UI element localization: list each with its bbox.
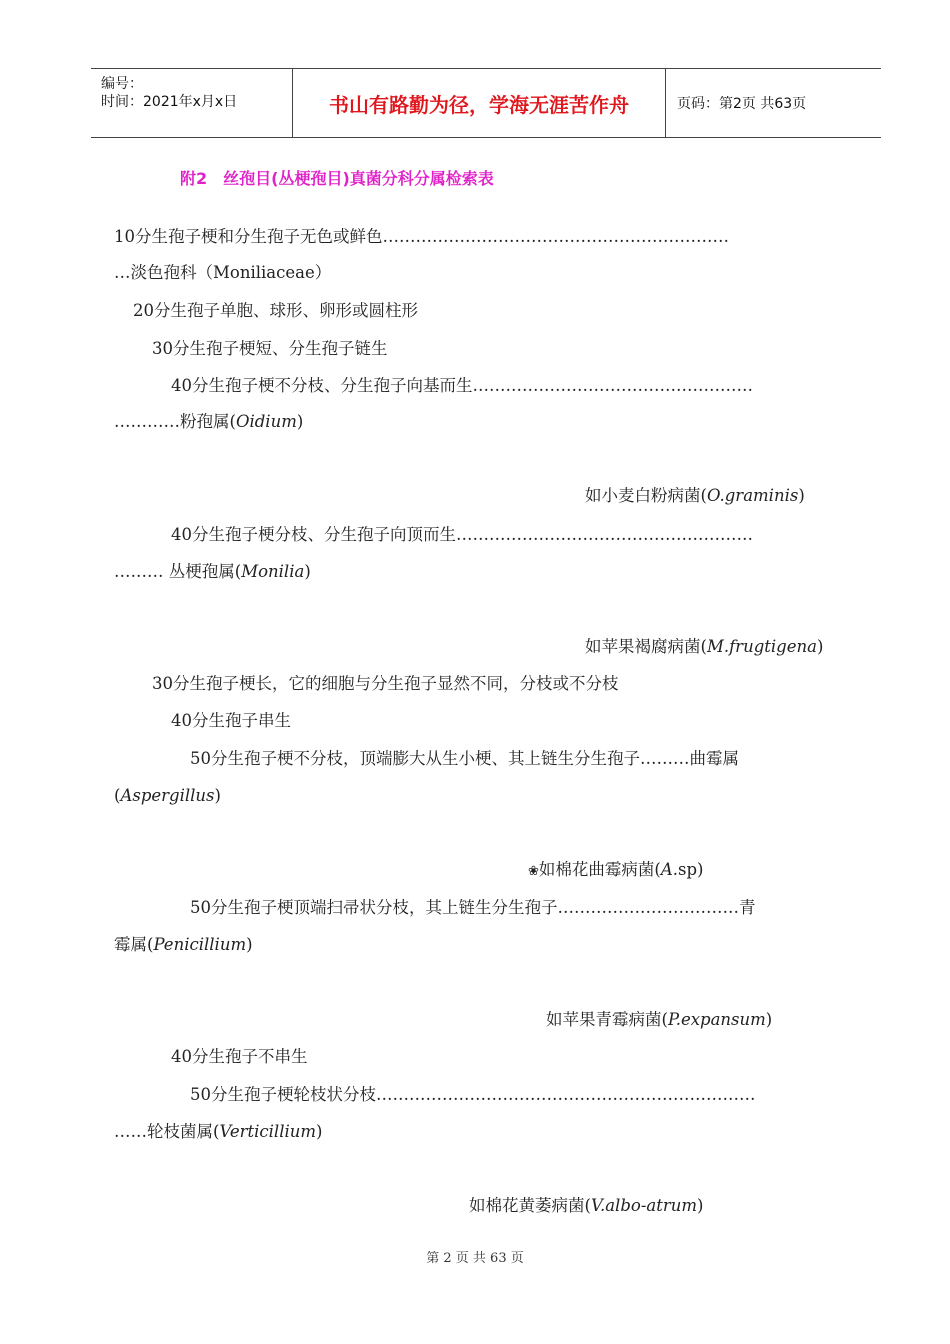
header-motto: 书山有路勤为径，学海无涯苦作舟 <box>293 69 666 137</box>
key-line-12: 40分生孢子串生 <box>171 711 291 730</box>
code-label: 编号： <box>101 76 143 92</box>
text-span: ) <box>304 562 311 581</box>
species-name: P.expansum <box>667 1010 766 1029</box>
species-name: V.albo-atrum <box>590 1196 698 1215</box>
text-span: ) <box>765 1010 773 1029</box>
text-span: …………粉孢属( <box>114 412 236 431</box>
document-title: 附2 丝孢目(丛梗孢目)真菌分科分属检索表 <box>180 169 494 188</box>
genus-name: Penicillium <box>153 935 247 954</box>
genus-name: Monilia <box>241 562 305 581</box>
key-line-16: 50分生孢子梗顶端扫帚状分枝，其上链生分生孢子……………………………青 <box>190 898 756 917</box>
genus-name: Verticillium <box>219 1122 317 1141</box>
species-name: M.frugtigena <box>706 637 817 656</box>
page-header-table <box>91 68 881 138</box>
key-line-1: 10分生孢子梗和分生孢子无色或鲜色……………………………………………………… <box>114 227 729 246</box>
key-line-21 <box>114 1121 322 1143</box>
time-label: 时间：2021年x月x日 <box>101 94 238 110</box>
text-span: ) <box>697 1196 704 1215</box>
text-span: 如小麦白粉病菌( <box>585 486 707 505</box>
page-footer: 第 2 页 共 63 页 <box>426 1251 524 1266</box>
key-line-3: 20分生孢子单胞、球形、卵形或圆柱形 <box>133 301 418 320</box>
example-line-4 <box>546 1009 772 1031</box>
key-line-6 <box>114 411 303 433</box>
text-span: ) <box>296 412 304 431</box>
text-span: ) <box>214 786 221 805</box>
header-meta-cell <box>91 69 293 137</box>
key-line-19: 40分生孢子不串生 <box>171 1047 308 1066</box>
genus-name: Oidium <box>235 412 297 431</box>
example-line-1 <box>585 485 805 507</box>
key-line-5: 40分生孢子梗不分枝、分生孢子向基而生…………………………………………… <box>171 376 753 395</box>
key-line-14 <box>114 785 221 807</box>
text-span: 如苹果青霉病菌( <box>546 1010 668 1029</box>
header-page-label: 页码：第2页 共63页 <box>677 96 807 112</box>
key-line-17 <box>114 934 253 956</box>
key-line-9 <box>114 561 311 583</box>
key-line-11: 30分生孢子梗长，它的细胞与分生孢子显然不同，分枝或不分枝 <box>152 674 619 693</box>
key-line-13: 50分生孢子梗不分枝，顶端膨大从生小梗、其上链生分生孢子………曲霉属 <box>190 749 739 768</box>
text-span: ) <box>798 486 805 505</box>
species-name: O.graminis <box>706 486 799 505</box>
example-line-3 <box>528 859 703 883</box>
key-line-2: …淡色孢科（Moniliaceae） <box>114 263 332 282</box>
key-line-8: 40分生孢子梗分枝、分生孢子向顶而生……………………………………………… <box>171 525 753 544</box>
text-span: ……轮枝菌属( <box>114 1122 220 1141</box>
example-line-2 <box>585 636 823 658</box>
text-span: ) <box>246 935 253 954</box>
snail-icon: ❀ <box>528 864 539 879</box>
text-span: ) <box>316 1122 323 1141</box>
key-line-4: 30分生孢子梗短、分生孢子链生 <box>152 339 388 358</box>
genus-name: Aspergillus <box>120 786 215 805</box>
species-name: A. <box>660 860 679 879</box>
text-span: 如棉花黄萎病菌( <box>469 1196 591 1215</box>
example-line-5 <box>469 1195 703 1217</box>
text-span: ……… 丛梗孢属( <box>114 562 242 581</box>
text-span: sp) <box>678 860 704 879</box>
text-span: 如苹果褐腐病菌( <box>585 637 707 656</box>
text-span: 如棉花曲霉病菌( <box>538 860 661 879</box>
text-span: 霉属( <box>114 935 154 954</box>
text-span: ) <box>816 637 824 656</box>
text-span: ( <box>114 786 121 805</box>
key-line-20: 50分生孢子梗轮枝状分枝…………………………………………………………… <box>190 1085 756 1104</box>
